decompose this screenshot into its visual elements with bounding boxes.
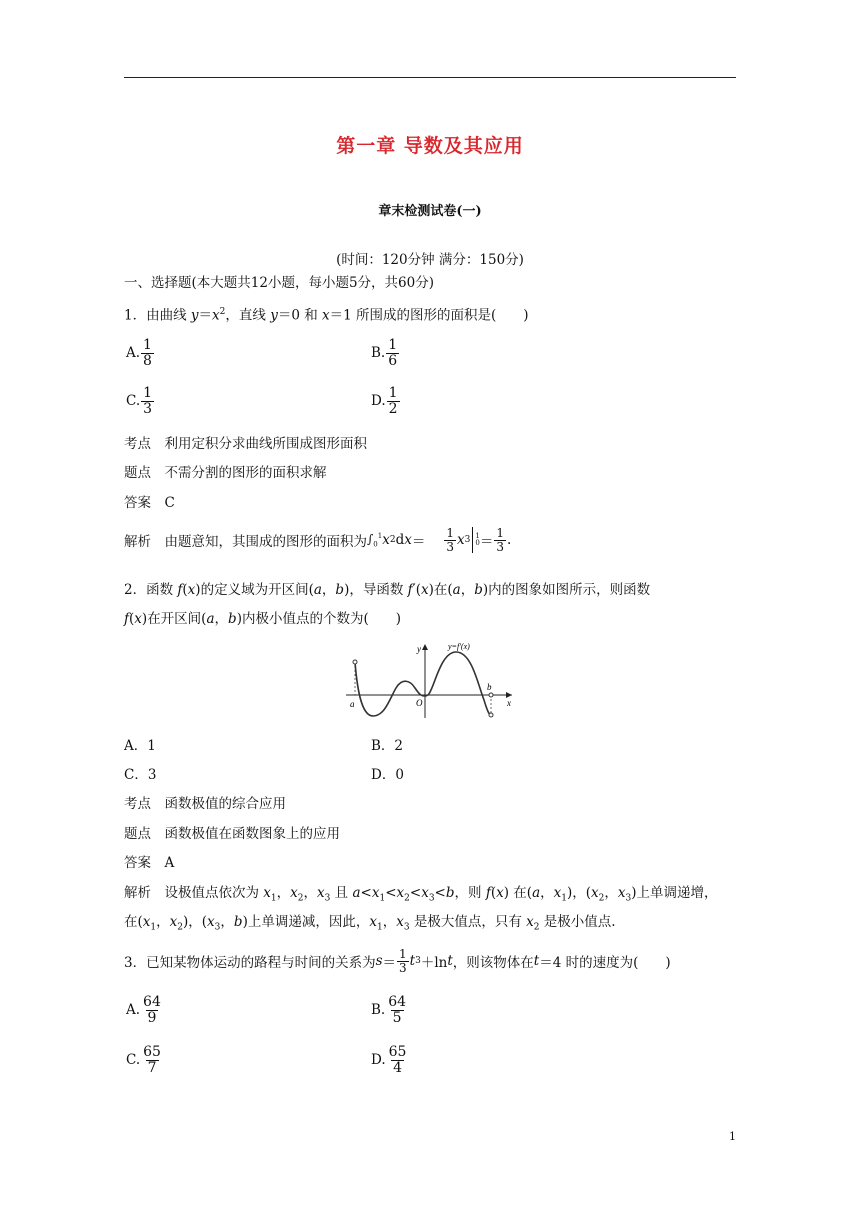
section-heading: 一、选择题(本大题共12小题，每小题5分，共60分) xyxy=(124,275,434,291)
q2-kaodian: 考点 函数极值的综合应用 xyxy=(124,796,286,812)
q2-analysis-line2: 在($x_1$，$x_2$)，($x_3$，b)上单调递减，因此，$x_1$，$x_3$ 是极大值点，只有 $x_2$ 是极小值点. xyxy=(124,914,616,933)
q1-analysis: 解析 由题意知，其围成的图形的面积为 $\int_0^1$ x 2 d x ＝ $\frac{1}{3}$ x 3 1 0 ＝ $\frac{1}{3}$ . xyxy=(124,526,512,554)
label-x-axis: x xyxy=(507,698,511,708)
q1-tidian: 题点 不需分割的图形的面积求解 xyxy=(124,465,327,481)
q2-analysis-line1: 解析 设极值点依次为 $x_1$，$x_2$，$x_3$ 且 $a<x_1<x_2<x_3<b$，则 f(x) 在(a，$x_1$)，($x_2$，$x_3$)上单调递增， xyxy=(124,885,718,904)
q1-option-c: C. $\frac{1}{3}$ xyxy=(126,385,153,417)
label-origin: O xyxy=(416,698,423,708)
q3-option-a: A. $\frac{64}{9}$ xyxy=(126,994,161,1026)
derivative-graph xyxy=(340,640,520,720)
q1-answer: 答案 C xyxy=(124,495,175,511)
q3-option-b: B. $\frac{64}{5}$ xyxy=(371,994,407,1026)
q2-option-d: D．0 xyxy=(371,767,404,783)
q2-stem-line2: f(x)在开区间(a，b)内极小值点的个数为( ) xyxy=(124,611,401,627)
q3-option-c: C. $\frac{65}{7}$ xyxy=(126,1044,161,1076)
open-endpoint-b xyxy=(489,713,493,717)
q1-option-d: D. $\frac{1}{2}$ xyxy=(371,385,398,417)
q2-option-c: C．3 xyxy=(124,767,157,783)
label-a: a xyxy=(350,699,355,709)
page-number: 1 xyxy=(729,1130,736,1143)
q1-option-a: A. $\frac{1}{8}$ xyxy=(126,337,152,369)
label-b: b xyxy=(487,682,492,692)
b-axis-point xyxy=(489,693,493,697)
q3-stem: 3．已知某物体运动的路程与时间的关系为 s ＝ $\frac{1}{3}$ t 3 ＋ln t ，则该物体在 t ＝4 时的速度为( ) xyxy=(124,947,671,975)
open-endpoint-a xyxy=(353,660,357,664)
q2-stem-line1: 2．函数 f(x)的定义域为开区间(a，b)，导函数 f′(x)在(a，b)内的图象如图所示，则函数 xyxy=(124,582,651,598)
derivative-curve xyxy=(355,652,491,716)
q2-answer: 答案 A xyxy=(124,855,175,871)
q3-option-d: D. $\frac{65}{4}$ xyxy=(371,1044,407,1076)
q1-kaodian: 考点 利用定积分求曲线所围成图形面积 xyxy=(124,436,367,452)
label-y-axis: y xyxy=(417,644,421,654)
y-axis-arrow xyxy=(422,644,428,650)
q2-tidian: 题点 函数极值在函数图象上的应用 xyxy=(124,826,340,842)
exam-subtitle: 章末检测试卷(一) xyxy=(378,204,482,219)
q1-option-b: B. $\frac{1}{6}$ xyxy=(371,337,398,369)
q1-stem: 1．由曲线 $y=x^2$，直线 y＝0 和 x＝1 所围成的图形的面积是( ) xyxy=(124,307,529,324)
header-rule xyxy=(124,77,736,78)
time-info: (时间：120分钟 满分：150分) xyxy=(336,252,524,268)
chapter-title: 第一章 导数及其应用 xyxy=(336,135,524,157)
q2-option-a: A．1 xyxy=(124,738,156,754)
q2-option-b: B．2 xyxy=(371,738,404,754)
label-curve: y=f′(x) xyxy=(448,642,470,651)
